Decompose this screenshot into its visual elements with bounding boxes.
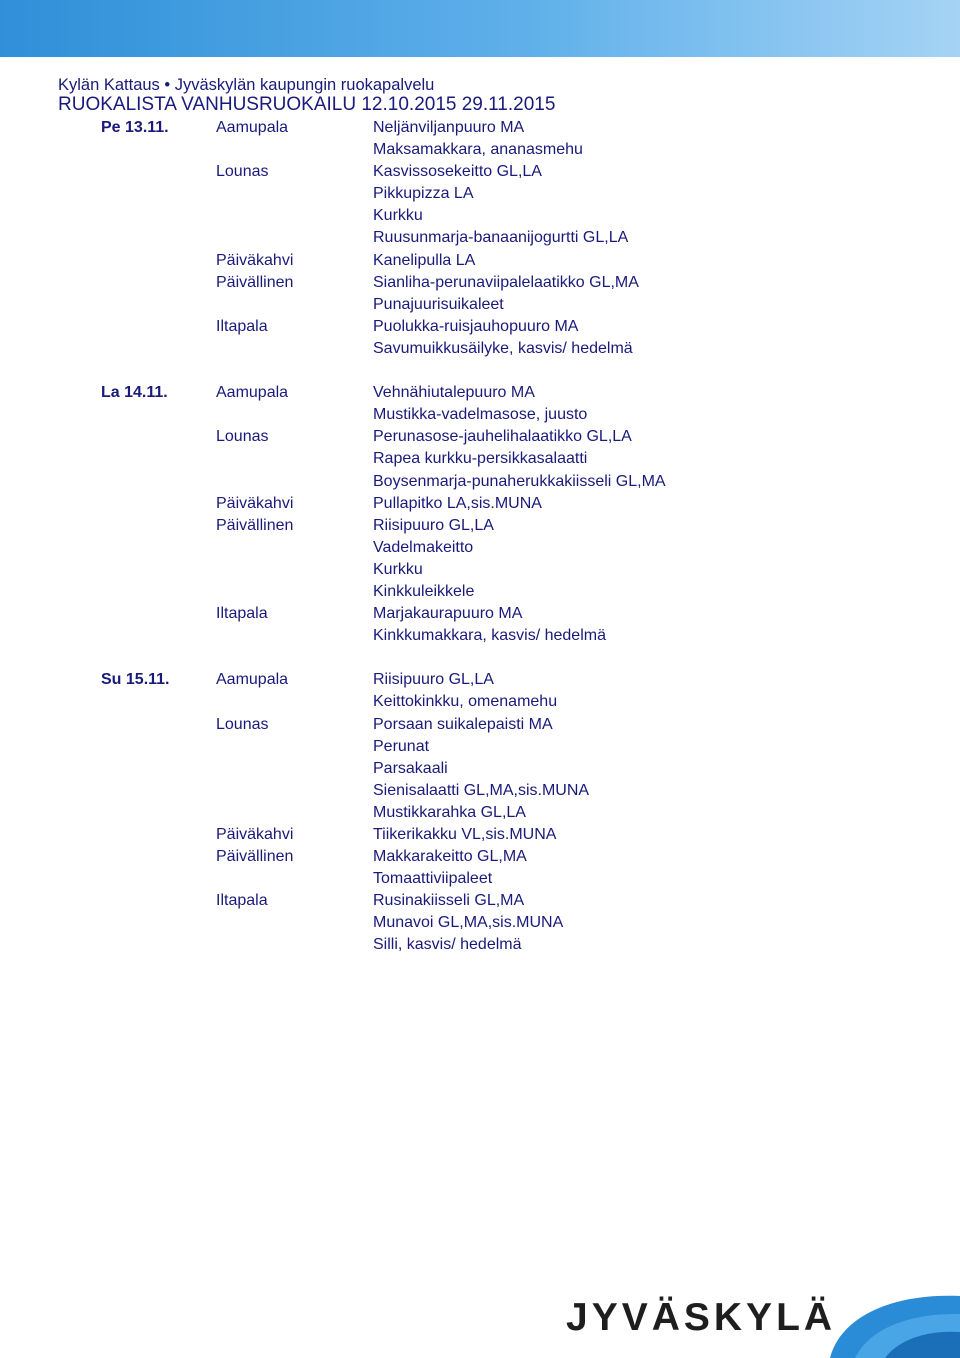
- menu-line: [0, 868, 960, 890]
- dish-item: Tomaattiviipaleet: [373, 870, 493, 888]
- jyvaskyla-logo: JYVÄSKYLÄ: [566, 1296, 837, 1339]
- menu-line: [0, 559, 960, 581]
- menu-line: [0, 316, 960, 338]
- menu-line: [0, 117, 960, 139]
- menu-line: [0, 736, 960, 758]
- meal-label: Iltapala: [216, 605, 268, 623]
- day-section: [0, 382, 960, 647]
- dish-item: Punajuurisuikaleet: [373, 295, 504, 313]
- dish-item: Marjakaurapuuro MA: [373, 605, 523, 623]
- menu-line: [0, 426, 960, 448]
- dish-item: Puolukka-ruisjauhopuuro MA: [373, 317, 579, 335]
- menu-line: [0, 691, 960, 713]
- dish-item: Kinkkuleikkele: [373, 582, 475, 600]
- dish-item: Silli, kasvis/ hedelmä: [373, 936, 522, 954]
- menu-line: [0, 183, 960, 205]
- meal-label: Päivällinen: [216, 516, 294, 534]
- menu-title: RUOKALISTA VANHUSRUOKAILU 12.10.2015 29.11.2015: [58, 94, 556, 115]
- meal-label: Päiväkahvi: [216, 251, 294, 269]
- dish-item: Porsaan suikalepaisti MA: [373, 715, 553, 733]
- menu-line: [0, 581, 960, 603]
- day-label: La 14.11.: [101, 384, 168, 402]
- dish-item: Makkarakeitto GL,MA: [373, 848, 527, 866]
- menu-line: [0, 934, 960, 956]
- meal-label: Lounas: [216, 163, 269, 181]
- meal-label: Aamupala: [216, 119, 289, 136]
- dish-item: Savumuikkusäilyke, kasvis/ hedelmä: [373, 339, 633, 357]
- swoosh-logo-icon: [800, 1288, 960, 1358]
- day-section: [0, 117, 960, 360]
- dish-item: Mustikka-vadelmasose, juusto: [373, 406, 588, 424]
- dish-item: Neljänviljanpuuro MA: [373, 119, 525, 136]
- menu-line: [0, 471, 960, 493]
- dish-item: Mustikkarahka GL,LA: [373, 803, 526, 821]
- menu-line: [0, 493, 960, 515]
- day-label: Pe 13.11.: [101, 119, 169, 136]
- dish-item: Perunat: [373, 737, 430, 755]
- organization-line: Kylän Kattaus • Jyväskylän kaupungin ruokapalvelu: [58, 76, 435, 94]
- dish-item: Maksamakkara, ananasmehu: [373, 141, 583, 159]
- menu-line: [0, 802, 960, 824]
- dish-item: Pullapitko LA,sis.MUNA: [373, 494, 542, 512]
- dish-item: Ruusunmarja-banaanijogurtti GL,LA: [373, 229, 629, 247]
- header-band: [0, 0, 960, 57]
- menu-line: [0, 250, 960, 272]
- menu-line: [0, 448, 960, 470]
- dish-item: Tiikerikakku VL,sis.MUNA: [373, 826, 557, 843]
- day-label: Su 15.11.: [101, 671, 170, 689]
- menu-line: [0, 515, 960, 537]
- dish-item: Kurkku: [373, 207, 423, 225]
- dish-item: Pikkupizza LA: [373, 185, 474, 203]
- menu-line: [0, 382, 960, 404]
- weekly-menu: [0, 117, 960, 957]
- dish-item: Parsakaali: [373, 759, 448, 777]
- menu-line: [0, 404, 960, 426]
- menu-line: [0, 338, 960, 360]
- meal-label: Päiväkahvi: [216, 494, 294, 512]
- dish-item: Kinkkumakkara, kasvis/ hedelmä: [373, 627, 606, 645]
- dish-item: Vehnähiutalepuuro MA: [373, 384, 535, 402]
- dish-item: Perunasose-jauhelihalaatikko GL,LA: [373, 428, 632, 446]
- menu-line: [0, 669, 960, 691]
- dish-item: Rusinakiisseli GL,MA: [373, 892, 525, 910]
- day-separator: [0, 647, 960, 669]
- menu-line: [0, 846, 960, 868]
- menu-line: [0, 537, 960, 559]
- dish-item: Kanelipulla LA: [373, 251, 476, 269]
- dish-item: Sienisalaatti GL,MA,sis.MUNA: [373, 781, 590, 799]
- menu-line: [0, 780, 960, 802]
- meal-label: Päivällinen: [216, 273, 294, 291]
- dish-item: Riisipuuro GL,LA: [373, 516, 494, 534]
- menu-line: [0, 603, 960, 625]
- dish-item: Riisipuuro GL,LA: [373, 671, 494, 689]
- meal-label: Lounas: [216, 715, 269, 733]
- menu-line: [0, 890, 960, 912]
- menu-line: [0, 294, 960, 316]
- menu-line: [0, 625, 960, 647]
- menu-line: [0, 272, 960, 294]
- menu-line: [0, 227, 960, 249]
- day-section: [0, 669, 960, 956]
- menu-line: [0, 139, 960, 161]
- meal-label: Iltapala: [216, 317, 268, 335]
- day-separator: [0, 360, 960, 382]
- dish-item: Kurkku: [373, 560, 423, 578]
- menu-line: [0, 824, 960, 846]
- menu-line: [0, 912, 960, 934]
- menu-line: [0, 161, 960, 183]
- dish-item: Rapea kurkku-persikkasalaatti: [373, 450, 588, 468]
- dish-item: Sianliha-perunaviipalelaatikko GL,MA: [373, 273, 639, 291]
- meal-label: Aamupala: [216, 384, 289, 402]
- meal-label: Päivällinen: [216, 848, 294, 866]
- dish-item: Boysenmarja-punaherukkakiisseli GL,MA: [373, 472, 666, 490]
- meal-label: Iltapala: [216, 892, 268, 910]
- meal-label: Aamupala: [216, 671, 289, 689]
- meal-label: Päiväkahvi: [216, 826, 294, 843]
- menu-line: [0, 758, 960, 780]
- meal-label: Lounas: [216, 428, 269, 446]
- menu-line: [0, 714, 960, 736]
- menu-line: [0, 205, 960, 227]
- dish-item: Vadelmakeitto: [373, 538, 474, 556]
- dish-item: Keittokinkku, omenamehu: [373, 693, 558, 711]
- dish-item: Munavoi GL,MA,sis.MUNA: [373, 914, 564, 932]
- dish-item: Kasvissosekeitto GL,LA: [373, 163, 542, 181]
